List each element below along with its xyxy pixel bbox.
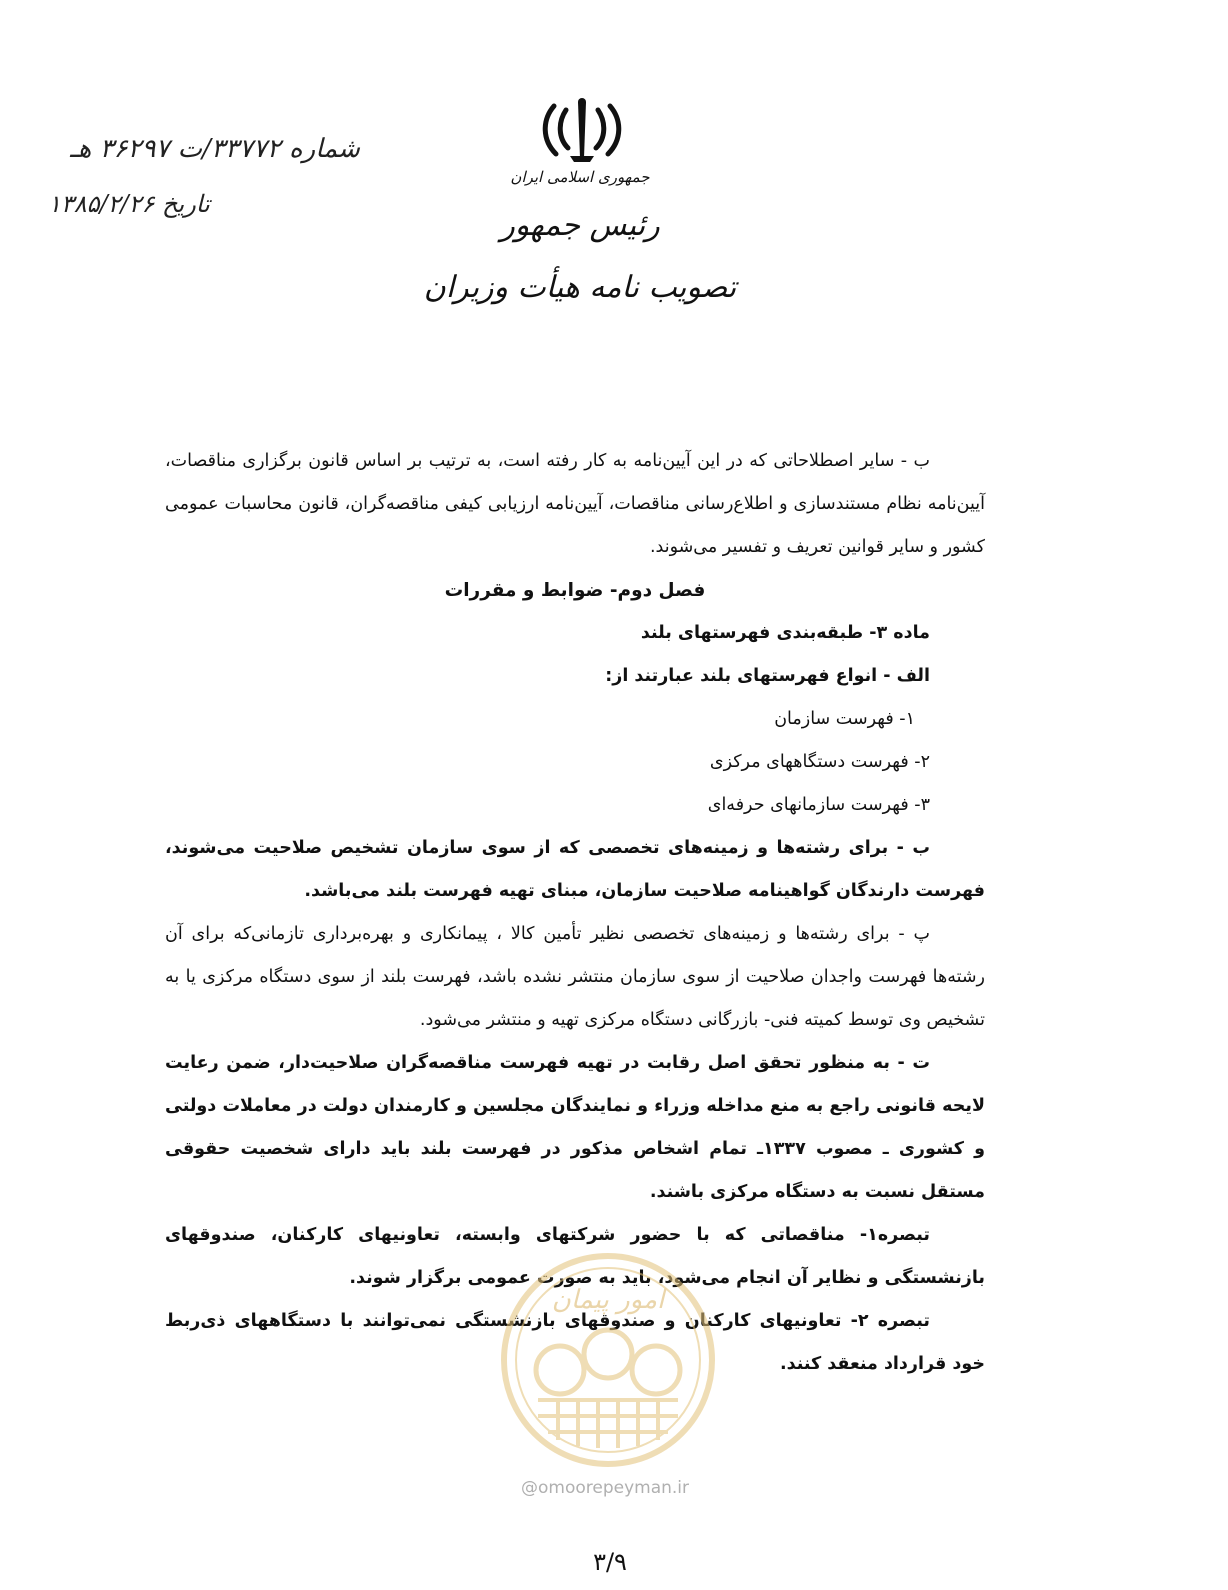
watermark-url: @omoorepeyman.ir	[520, 1478, 690, 1498]
note-1: تبصره۱- مناقصاتی که با حضور شرکتهای وابسته، تعاونیهای کارکنان، صندوقهای بازنشستگی و نظایر آن انجام می‌شود، باید به صورت عمومی برگزار شوند.	[165, 1225, 985, 1288]
seal-text: امور پیمان	[551, 1285, 665, 1315]
watermark-seal-icon	[498, 1250, 718, 1470]
article-title: ماده ۳- طبقه‌بندی فهرستهای بلند	[640, 623, 930, 643]
document-date: تاریخ ۱۳۸۵/۲/۲۶	[48, 190, 210, 218]
list-item-1: ۱- فهرست سازمان	[774, 709, 915, 729]
paragraph-b-terms: ب - سایر اصطلاحاتی که در این آیین‌نامه به کار رفته است، به ترتیب بر اساس قانون برگزاری مناقصات، آیین‌نامه نظام مستندسازی و اطلاع‌رسانی مناقصات، آیین‌نامه ارزیابی کیفی مناقصه‌گران، قانون محاسبات عمومی کشور و سایر قوانین تعریف و تفسیر می‌شوند.	[165, 451, 985, 557]
clause-be: ب - برای رشته‌ها و زمینه‌های تخصصی که از سوی سازمان تشخیص صلاحیت می‌شوند، فهرست دارندگان گواهینامه صلاحیت سازمان، مبنای تهیه فهرست بلند می‌باشد.	[165, 838, 985, 901]
iran-emblem-icon	[540, 96, 624, 162]
header-president: رئیس جمهور	[500, 208, 660, 243]
header-approval: تصویب نامه هیأت وزیران	[423, 270, 737, 305]
page-number: ۳/۹	[593, 1548, 627, 1576]
document-number: شماره ۳۳۷۷۲/ت ۳۶۲۹۷ هـ	[70, 134, 360, 164]
document-body	[165, 440, 985, 1386]
list-item-2: ۲- فهرست دستگاههای مرکزی	[709, 752, 930, 772]
header-republic: جمهوری اسلامی ایران	[510, 168, 650, 186]
list-item-3: ۳- فهرست سازمانهای حرفه‌ای	[707, 795, 930, 815]
note-2: تبصره ۲- تعاونیهای کارکنان و صندوقهای بازنشستگی نمی‌توانند با دستگاههای ذی‌ربط خود قرارداد منعقد کنند.	[165, 1311, 985, 1374]
clause-te: ت - به منظور تحقق اصل رقابت در تهیه فهرست مناقصه‌گران صلاحیت‌دار، ضمن رعایت لایحه قانونی راجع به منع مداخله وزراء و نمایندگان مجلسین و کارمندان دولت در معاملات دولتی و کشوری ـ مصوب ۱۳۳۷ـ تمام اشخاص مذکور در فهرست بلند باید دارای شخصیت حقوقی مستقل نسبت به دستگاه مرکزی باشند.	[165, 1053, 985, 1202]
chapter-title: فصل دوم- ضوابط و مقررات	[444, 580, 706, 601]
clause-alef: الف - انواع فهرستهای بلند عبارتند از:	[605, 666, 930, 686]
clause-pe: پ - برای رشته‌ها و زمینه‌های تخصصی نظیر تأمین کالا ، پیمانکاری و بهره‌برداری تازمانی‌که برای آن رشته‌ها فهرست واجدان صلاحیت از سوی سازمان منتشر نشده باشد، فهرست بلند از سوی دستگاه مرکزی یا به تشخیص وی توسط کمیته فنی- بازرگانی دستگاه مرکزی تهیه و منتشر می‌شود.	[165, 924, 985, 1030]
